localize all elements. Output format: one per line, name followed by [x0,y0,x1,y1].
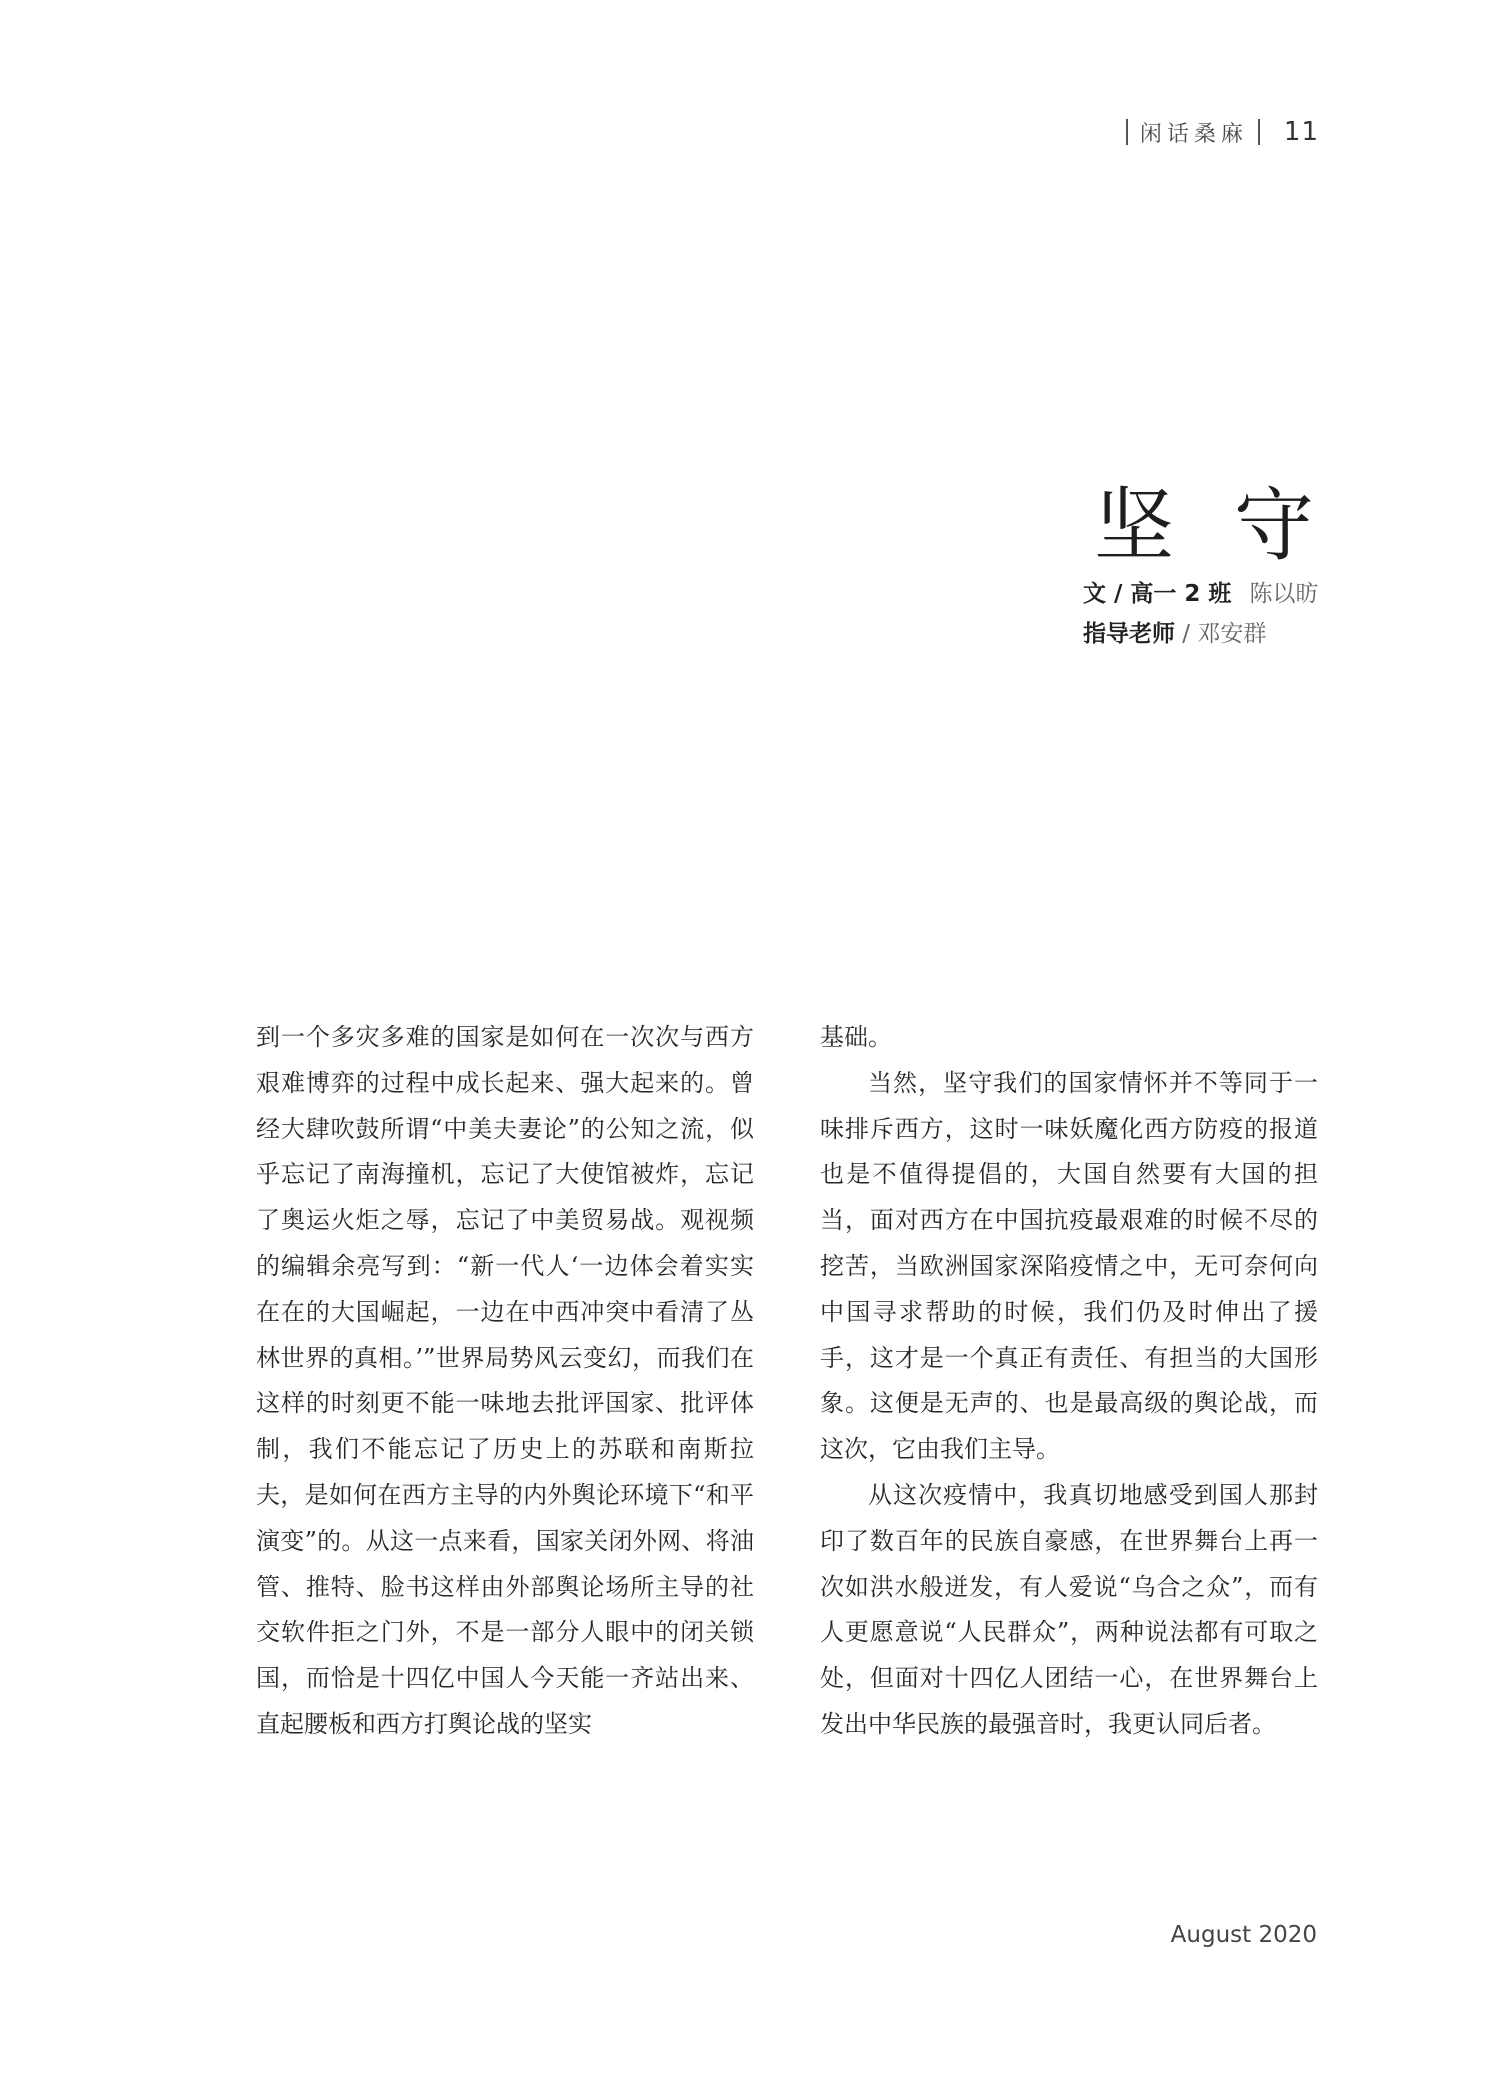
advisor-label: 指导老师 [1083,621,1175,647]
advisor-separator: / [1175,621,1198,647]
author-line [1083,574,1318,614]
issue-date: August 2020 [1170,1922,1317,1948]
advisor-name: 邓安群 [1197,621,1267,647]
running-header [1126,112,1319,152]
paragraph: 从这次疫情中，我真切地感受到国人那封印了数百年的民族自豪感，在世界舞台上再一次如洪水般迸发，有人爱说“乌合之众”，而有人更愿意说“人民群众”，两种说法都有可取之处，但面对十四亿人团结一心，在世界舞台上发出中华民族的最强音时，我更认同后者。 [820,1480,1318,1738]
author-name: 陈以昉 [1249,581,1319,607]
body-column-right [820,1015,1318,1748]
header-divider-left [1126,119,1128,145]
body-column-left [256,1015,754,1748]
header-divider-right [1258,119,1260,145]
page-number: 11 [1283,117,1319,147]
section-name: 闲话桑麻 [1139,121,1248,147]
article-title: 坚守 [1094,478,1374,572]
advisor-line [1083,614,1318,654]
paragraph: 当然，坚守我们的国家情怀并不等同于一味排斥西方，这时一味妖魔化西方防疫的报道也是不值得提倡的，大国自然要有大国的担当，面对西方在中国抗疫最艰难的时候不尽的挖苦，当欧洲国家深陷疫情之中，无可奈何向中国寻求帮助的时候，我们仍及时伸出了援手，这才是一个真正有责任、有担当的大国形象。这便是无声的、也是最高级的舆论战，而这次，它由我们主导。 [820,1068,1318,1464]
author-class: 文 / 高一 2 班 [1083,581,1232,607]
byline [1083,574,1318,654]
paragraph: 基础。 [820,1023,892,1051]
paragraph: 到一个多灾多难的国家是如何在一次次与西方艰难博弈的过程中成长起来、强大起来的。曾经大肆吹鼓所谓“中美夫妻论”的公知之流，似乎忘记了南海撞机，忘记了大使馆被炸，忘记了奥运火炬之辱，忘记了中美贸易战。观视频的编辑余亮写到：“新一代人‘一边体会着实实在在的大国崛起，一边在中西冲突中看清了丛林世界的真相。’”世界局势风云变幻，而我们在这样的时刻更不能一味地去批评国家、批评体制，我们不能忘记了历史上的苏联和南斯拉夫，是如何在西方主导的内外舆论环境下“和平演变”的。从这一点来看，国家关闭外网、将油管、推特、脸书这样由外部舆论场所主导的社交软件拒之门外，不是一部分人眼中的闭关锁国，而恰是十四亿中国人今天能一齐站出来、直起腰板和西方打舆论战的坚实 [256,1023,754,1738]
